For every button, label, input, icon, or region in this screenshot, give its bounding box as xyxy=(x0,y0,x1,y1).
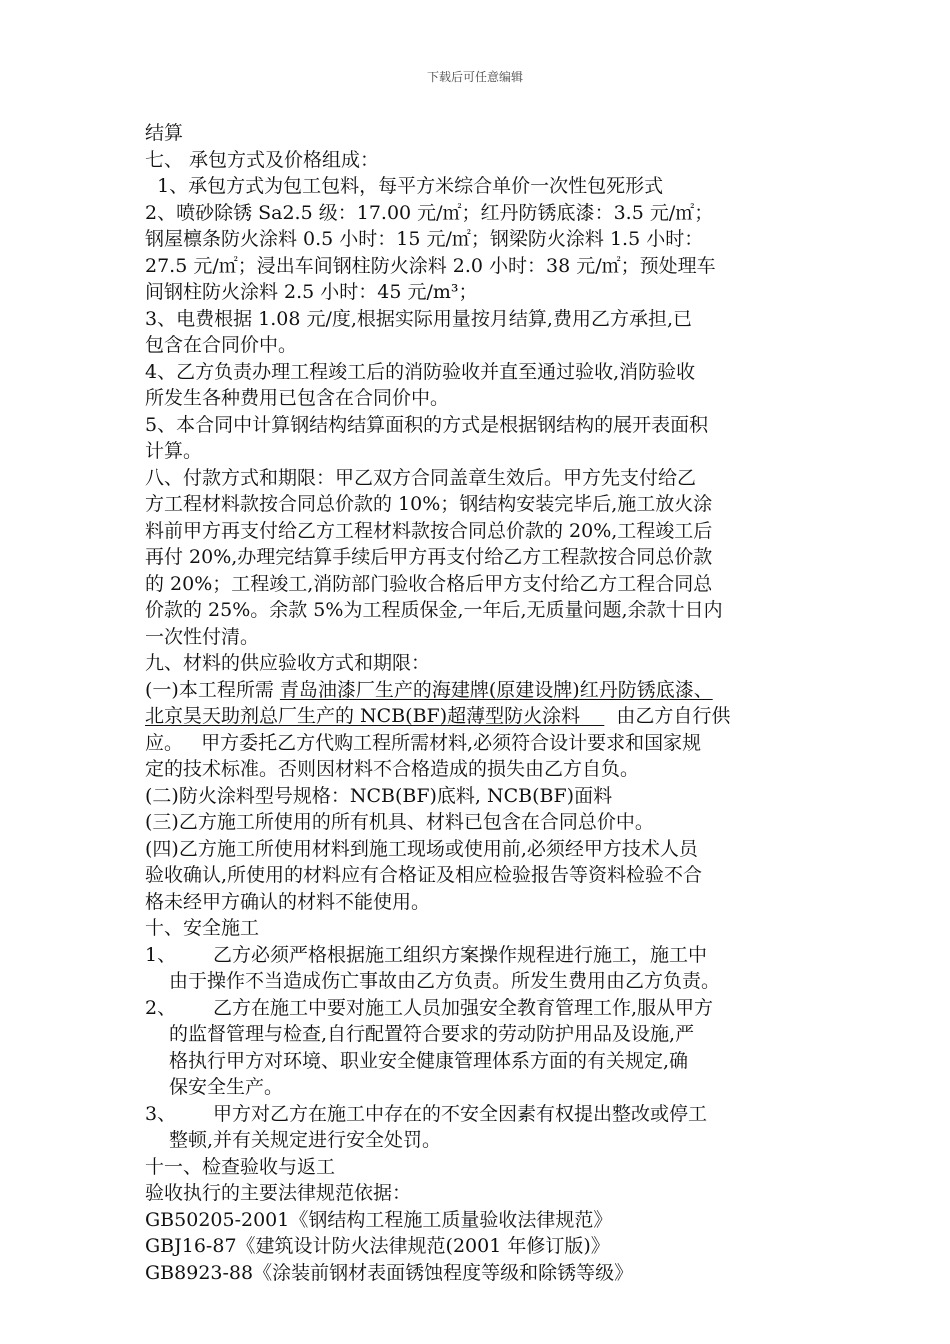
text-line: 方工程材料款按合同总价款的 10%；钢结构安装完毕后,施工放火涂 xyxy=(145,493,713,515)
text-line: 一次性付清。 xyxy=(145,625,260,648)
text-line: 2、喷砂除锈 Sa2.5 级：17.00 元/㎡；红丹防锈底漆：3.5 元/㎡； xyxy=(145,201,714,224)
section-heading: 十、安全施工 xyxy=(145,917,260,939)
text-line: 的 20%；工程竣工,消防部门验收合格后甲方支付给乙方工程合同总 xyxy=(145,572,713,595)
text-line: 计算。 xyxy=(145,440,203,462)
text-line: 料前甲方再支付给乙方工程材料款按合同总价款的 20%,工程竣工后 xyxy=(145,519,713,542)
safety-text: 乙方在施工中要对施工人员加强安全教育管理工作,服从甲方 xyxy=(213,996,714,1019)
text-line: 5、本合同中计算钢结构结算面积的方式是根据钢结构的展开表面积 xyxy=(145,413,709,436)
material-underlined-1: 青岛油漆厂生产的海建牌(原建设牌)红丹防锈底漆、 xyxy=(279,678,713,701)
text-line: 应。 甲方委托乙方代购工程所需材料,必须符合设计要求和国家规 xyxy=(145,731,702,754)
text-line: 再付 20%,办理完结算手续后甲方再支付给乙方工程款按合同总价款 xyxy=(145,546,713,568)
safety-item-3 xyxy=(145,1101,825,1128)
text-line: 验收执行的主要法律规范依据： xyxy=(145,1182,412,1204)
safety-text: 乙方必须严格根据施工组织方案操作规程进行施工，施工中 xyxy=(213,943,708,966)
section-heading: 七、 承包方式及价格组成： xyxy=(145,148,380,171)
text-line: 1、承包方式为包工包料，每平方米综合单价一次性包死形式 xyxy=(145,175,664,197)
safety-continuation: 保安全生产。 xyxy=(169,1076,284,1098)
safety-number: 1、 xyxy=(145,943,177,966)
text-line: (三)乙方施工所使用的所有机具、材料已包含在合同总价中。 xyxy=(145,811,654,833)
text-line: 结算 xyxy=(145,122,184,144)
text-line: (二)防火涂料型号规格：NCB(BF)底料, NCB(BF)面料 xyxy=(145,784,613,807)
section-heading: 九、材料的供应验收方式和期限： xyxy=(145,652,431,674)
standard-reference: GB50205-2001《钢结构工程施工质量验收法律规范》 xyxy=(145,1208,613,1231)
material-line-1 xyxy=(145,677,825,704)
safety-item-1 xyxy=(145,942,825,969)
text-line: 27.5 元/㎡；浸出车间钢柱防火涂料 2.0 小时：38 元/㎡；预处理车 xyxy=(145,254,716,277)
text-line: 包含在合同价中。 xyxy=(145,334,298,356)
material-line-2 xyxy=(145,703,825,730)
page-header: 下载后可任意编辑 xyxy=(426,70,523,84)
text-line: 价款的 25%。余款 5%为工程质保金,一年后,无质量问题,余款十日内 xyxy=(145,599,723,621)
text-line: (四)乙方施工所使用材料到施工现场或使用前,必须经甲方技术人员 xyxy=(145,837,698,860)
text-line: 格未经甲方确认的材料不能使用。 xyxy=(145,890,431,913)
safety-number: 3、 xyxy=(145,1102,177,1125)
material-prefix: (一)本工程所需 xyxy=(145,678,280,701)
document-body xyxy=(145,120,825,1286)
text-line: 钢屋檩条防火涂料 0.5 小时：15 元/㎡；钢梁防火涂料 1.5 小时： xyxy=(145,228,704,250)
section-heading: 十一、检查验收与返工 xyxy=(145,1155,336,1178)
material-underlined-2: 北京昊天助剂总厂生产的 NCB(BF)超薄型防火涂料 xyxy=(145,705,605,727)
text-line: 4、乙方负责办理工程竣工后的消防验收并直至通过验收,消防验收 xyxy=(145,360,696,383)
standard-reference: GB8923-88《涂装前钢材表面锈蚀程度等级和除锈等级》 xyxy=(145,1261,634,1284)
standard-reference: GBJ16-87《建筑设计防火法律规范(2001 年修订版)》 xyxy=(145,1235,610,1257)
text-line: 间钢柱防火涂料 2.5 小时：45 元/m³； xyxy=(145,281,478,303)
safety-continuation: 由于操作不当造成伤亡事故由乙方负责。所发生费用由乙方负责。 xyxy=(169,970,721,992)
section-heading: 八、付款方式和期限：甲乙双方合同盖章生效后。甲方先支付给乙 xyxy=(145,466,697,489)
safety-continuation: 格执行甲方对环境、职业安全健康管理体系方面的有关规定,确 xyxy=(169,1049,689,1072)
safety-item-2 xyxy=(145,995,825,1022)
safety-text: 甲方对乙方在施工中存在的不安全因素有权提出整改或停工 xyxy=(213,1102,708,1125)
material-suffix: 由乙方自行供 xyxy=(604,705,731,727)
safety-number: 2、 xyxy=(145,996,177,1019)
text-line: 定的技术标准。否则因材料不合格造成的损失由乙方自负。 xyxy=(145,758,640,780)
text-line: 所发生各种费用已包含在合同价中。 xyxy=(145,387,450,409)
text-line: 3、电费根据 1.08 元/度,根据实际用量按月结算,费用乙方承担,已 xyxy=(145,307,692,330)
safety-continuation: 的监督管理与检查,自行配置符合要求的劳动防护用品及设施,严 xyxy=(169,1023,695,1045)
text-line: 验收确认,所使用的材料应有合格证及相应检验报告等资料检验不合 xyxy=(145,864,703,886)
safety-continuation: 整顿,并有关规定进行安全处罚。 xyxy=(169,1129,442,1151)
